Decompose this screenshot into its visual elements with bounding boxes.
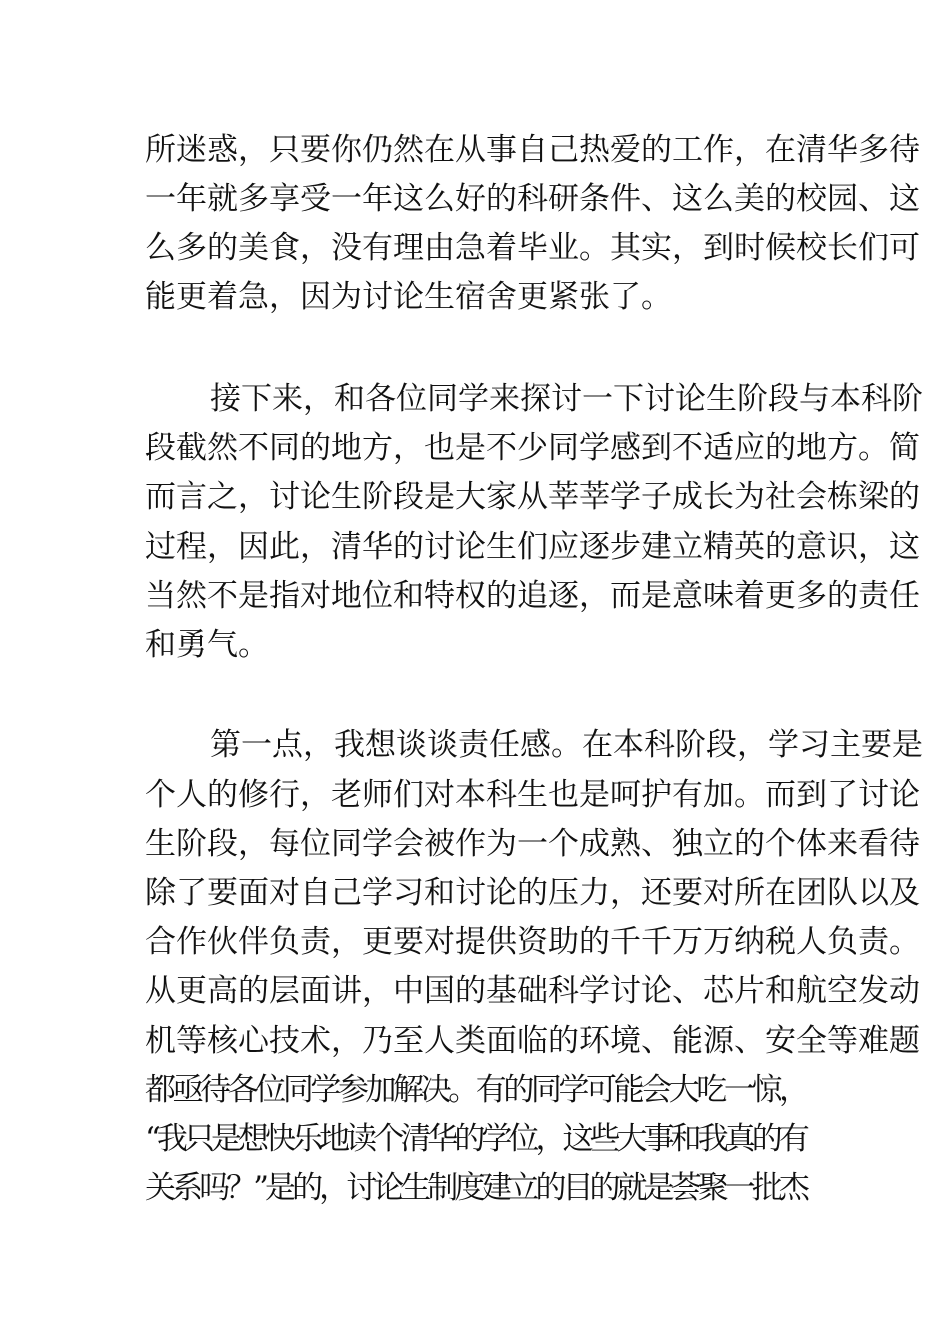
text-line: 一年就多享受一年这么好的科研条件、这么美的校园、这 [145, 181, 920, 217]
text-line: 么多的美食，没有理由急着毕业。其实，到时候校长们可 [145, 230, 920, 266]
text-line: 和勇气。 [145, 627, 269, 663]
text-line: 合作伙伴负责，更要对提供资助的千千万万纳税人负责。 [145, 924, 920, 960]
text-line: 从更高的层面讲，中国的基础科学讨论、芯片和航空发动 [145, 973, 920, 1009]
text-line: 所迷惑，只要你仍然在从事自己热爱的工作，在清华多待 [145, 132, 920, 168]
text-line: 机等核心技术，乃至人类面临的环境、能源、安全等难题 [145, 1023, 920, 1059]
text-line: 当然不是指对地位和特权的追逐，而是意味着更多的责任 [145, 578, 920, 614]
paragraph-first-line: 第一点，我想谈谈责任感。在本科阶段，学习主要是 [210, 727, 923, 763]
text-line: “我只是想快乐地读个清华的学位，这些大事和我真的有 [145, 1121, 806, 1157]
text-line: 而言之，讨论生阶段是大家从莘莘学子成长为社会栋梁的 [145, 479, 920, 515]
text-line: 过程，因此，清华的讨论生们应逐步建立精英的意识，这 [145, 529, 920, 565]
text-line: 除了要面对自己学习和讨论的压力，还要对所在团队以及 [145, 875, 920, 911]
text-line: 个人的修行，老师们对本科生也是呵护有加。而到了讨论 [145, 777, 920, 813]
text-line: 生阶段，每位同学会被作为一个成熟、独立的个体来看待 [145, 826, 920, 862]
paragraph-first-line: 接下来，和各位同学来探讨一下讨论生阶段与本科阶 [210, 381, 923, 417]
text-line: 都亟待各位同学参加解决。有的同学可能会大吃一惊， [145, 1072, 807, 1108]
text-line: 能更着急，因为讨论生宿舍更紧张了。 [145, 279, 672, 315]
text-line: 关系吗？”是的，讨论生制度建立的目的就是荟聚一批杰 [145, 1170, 806, 1206]
text-line: 段截然不同的地方，也是不少同学感到不适应的地方。简 [145, 430, 920, 466]
